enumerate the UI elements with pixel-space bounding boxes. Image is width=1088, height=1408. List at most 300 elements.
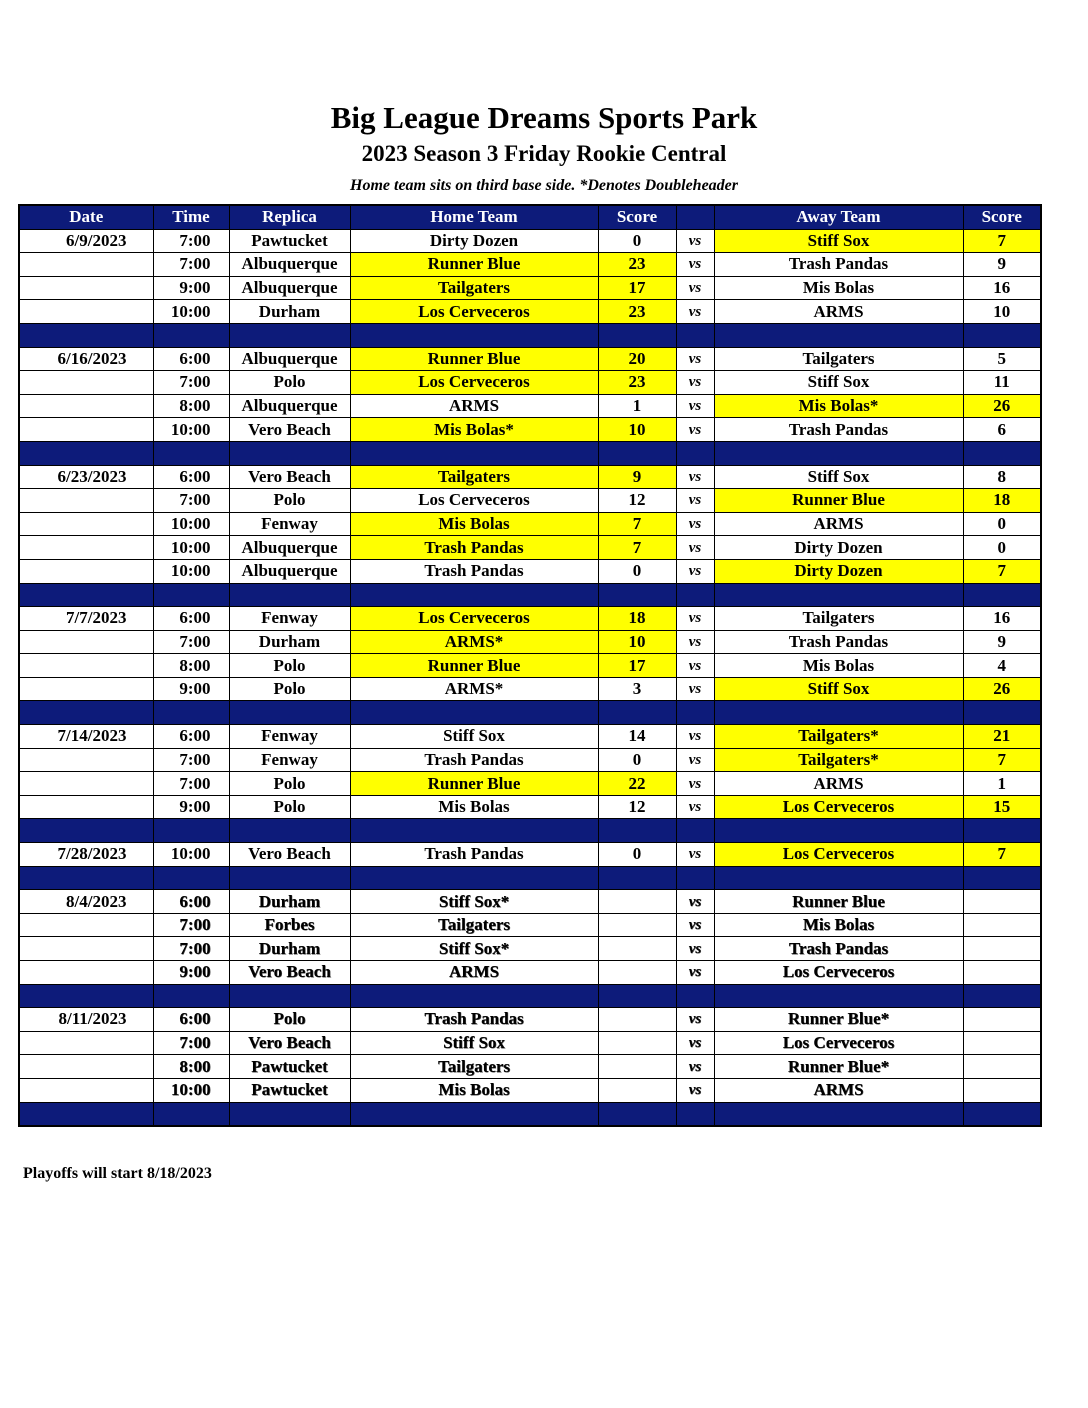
vs-label: vs xyxy=(676,276,714,300)
game-date xyxy=(19,630,153,654)
home-score xyxy=(598,1078,676,1102)
vs-label: vs xyxy=(676,371,714,395)
away-team: Trash Pandas xyxy=(714,253,963,277)
separator-cell xyxy=(19,1102,153,1126)
table-row xyxy=(19,489,1041,513)
separator-cell xyxy=(963,866,1041,890)
separator-cell xyxy=(714,984,963,1008)
vs-label: vs xyxy=(676,725,714,749)
game-date xyxy=(19,276,153,300)
game-replica: Fenway xyxy=(229,607,350,631)
away-score xyxy=(963,890,1041,914)
away-team: Runner Blue xyxy=(714,890,963,914)
home-team: Tailgaters xyxy=(350,276,598,300)
away-team: Stiff Sox xyxy=(714,229,963,253)
game-date xyxy=(19,1031,153,1055)
home-team: Runner Blue xyxy=(350,253,598,277)
game-time: 7:00 xyxy=(153,489,229,513)
separator-cell xyxy=(350,441,598,465)
home-team: Trash Pandas xyxy=(350,536,598,560)
separator-cell xyxy=(676,1102,714,1126)
col-header-vs xyxy=(676,205,714,229)
home-team: Mis Bolas xyxy=(350,512,598,536)
game-time: 6:00 xyxy=(153,725,229,749)
table-row xyxy=(19,465,1041,489)
vs-label: vs xyxy=(676,1055,714,1079)
away-score: 4 xyxy=(963,654,1041,678)
home-team: Los Cerveceros xyxy=(350,300,598,324)
separator-cell xyxy=(153,441,229,465)
home-score: 23 xyxy=(598,253,676,277)
col-header-away-score: Score xyxy=(963,205,1041,229)
away-team: Tailgaters* xyxy=(714,748,963,772)
home-team: Los Cerveceros xyxy=(350,489,598,513)
separator-cell xyxy=(598,441,676,465)
schedule-note: Home team sits on third base side. *Denotes Doubleheader xyxy=(350,177,738,194)
away-team: ARMS xyxy=(714,772,963,796)
table-row xyxy=(19,725,1041,749)
away-score: 7 xyxy=(963,229,1041,253)
home-score: 1 xyxy=(598,394,676,418)
home-team: Tailgaters xyxy=(350,1055,598,1079)
game-date xyxy=(19,394,153,418)
separator-cell xyxy=(963,701,1041,725)
away-score xyxy=(963,913,1041,937)
game-date: 7/7/2023 xyxy=(19,607,153,631)
game-replica: Polo xyxy=(229,489,350,513)
vs-label: vs xyxy=(676,795,714,819)
vs-label: vs xyxy=(676,512,714,536)
away-team: Dirty Dozen xyxy=(714,536,963,560)
table-row xyxy=(19,394,1041,418)
separator-cell xyxy=(598,866,676,890)
week-separator-row xyxy=(19,984,1041,1008)
home-score: 3 xyxy=(598,677,676,701)
table-row xyxy=(19,961,1041,985)
game-replica: Albuquerque xyxy=(229,276,350,300)
home-team: Trash Pandas xyxy=(350,1008,598,1032)
game-date: 6/16/2023 xyxy=(19,347,153,371)
vs-label: vs xyxy=(676,489,714,513)
home-score: 23 xyxy=(598,371,676,395)
table-row xyxy=(19,748,1041,772)
separator-cell xyxy=(676,984,714,1008)
game-replica: Polo xyxy=(229,371,350,395)
separator-cell xyxy=(350,701,598,725)
vs-label: vs xyxy=(676,559,714,583)
game-replica: Durham xyxy=(229,890,350,914)
game-replica: Vero Beach xyxy=(229,465,350,489)
separator-cell xyxy=(714,866,963,890)
game-replica: Vero Beach xyxy=(229,843,350,867)
home-team: Runner Blue xyxy=(350,772,598,796)
away-team: Mis Bolas xyxy=(714,654,963,678)
separator-cell xyxy=(963,583,1041,607)
separator-cell xyxy=(229,441,350,465)
game-date xyxy=(19,253,153,277)
game-replica: Durham xyxy=(229,937,350,961)
game-time: 7:00 xyxy=(153,1031,229,1055)
game-time: 6:00 xyxy=(153,1008,229,1032)
vs-label: vs xyxy=(676,772,714,796)
game-time: 9:00 xyxy=(153,795,229,819)
game-replica: Pawtucket xyxy=(229,1078,350,1102)
game-date xyxy=(19,559,153,583)
home-score: 12 xyxy=(598,489,676,513)
week-separator-row xyxy=(19,1102,1041,1126)
page-title: Big League Dreams Sports Park xyxy=(330,100,758,135)
home-score xyxy=(598,1055,676,1079)
playoffs-note: Playoffs will start 8/18/2023 xyxy=(23,1165,212,1182)
away-team: Stiff Sox xyxy=(714,677,963,701)
game-date: 6/9/2023 xyxy=(19,229,153,253)
home-team: Runner Blue xyxy=(350,347,598,371)
table-row xyxy=(19,1055,1041,1079)
col-header-replica: Replica xyxy=(229,205,350,229)
vs-label: vs xyxy=(676,654,714,678)
away-team: Tailgaters* xyxy=(714,725,963,749)
away-score: 9 xyxy=(963,630,1041,654)
col-header-date: Date xyxy=(19,205,153,229)
separator-cell xyxy=(153,819,229,843)
separator-cell xyxy=(350,583,598,607)
vs-label: vs xyxy=(676,630,714,654)
separator-cell xyxy=(229,701,350,725)
table-row xyxy=(19,371,1041,395)
separator-cell xyxy=(963,984,1041,1008)
away-team: Trash Pandas xyxy=(714,630,963,654)
vs-label: vs xyxy=(676,607,714,631)
home-team: Trash Pandas xyxy=(350,748,598,772)
away-score: 0 xyxy=(963,512,1041,536)
table-row xyxy=(19,536,1041,560)
separator-cell xyxy=(963,323,1041,347)
home-score xyxy=(598,937,676,961)
home-score: 0 xyxy=(598,748,676,772)
home-team: Stiff Sox xyxy=(350,725,598,749)
game-time: 6:00 xyxy=(153,465,229,489)
game-date: 8/11/2023 xyxy=(19,1008,153,1032)
separator-cell xyxy=(676,323,714,347)
vs-label: vs xyxy=(676,748,714,772)
vs-label: vs xyxy=(676,1008,714,1032)
game-time: 6:00 xyxy=(153,890,229,914)
separator-cell xyxy=(963,819,1041,843)
home-score xyxy=(598,1008,676,1032)
separator-cell xyxy=(676,866,714,890)
game-time: 9:00 xyxy=(153,961,229,985)
home-score: 12 xyxy=(598,795,676,819)
table-row xyxy=(19,937,1041,961)
separator-cell xyxy=(19,819,153,843)
table-row xyxy=(19,913,1041,937)
separator-cell xyxy=(598,819,676,843)
schedule-body xyxy=(19,229,1041,1126)
separator-cell xyxy=(350,866,598,890)
away-team: Mis Bolas xyxy=(714,276,963,300)
game-date xyxy=(19,961,153,985)
col-header-home-team: Home Team xyxy=(350,205,598,229)
vs-label: vs xyxy=(676,890,714,914)
page-subtitle: 2023 Season 3 Friday Rookie Central xyxy=(361,141,727,166)
vs-label: vs xyxy=(676,677,714,701)
game-date xyxy=(19,913,153,937)
game-replica: Vero Beach xyxy=(229,961,350,985)
home-score xyxy=(598,961,676,985)
separator-cell xyxy=(153,1102,229,1126)
home-team: Mis Bolas xyxy=(350,795,598,819)
separator-cell xyxy=(229,984,350,1008)
home-score: 10 xyxy=(598,630,676,654)
separator-cell xyxy=(350,984,598,1008)
vs-label: vs xyxy=(676,843,714,867)
separator-cell xyxy=(229,866,350,890)
away-score: 16 xyxy=(963,607,1041,631)
game-replica: Pawtucket xyxy=(229,1055,350,1079)
away-score: 7 xyxy=(963,843,1041,867)
vs-label: vs xyxy=(676,913,714,937)
week-separator-row xyxy=(19,866,1041,890)
away-team: Los Cerveceros xyxy=(714,843,963,867)
home-team: Los Cerveceros xyxy=(350,371,598,395)
away-score: 26 xyxy=(963,677,1041,701)
table-row xyxy=(19,418,1041,442)
away-team: Tailgaters xyxy=(714,607,963,631)
home-team: Stiff Sox* xyxy=(350,890,598,914)
separator-cell xyxy=(350,1102,598,1126)
table-row xyxy=(19,843,1041,867)
separator-cell xyxy=(714,819,963,843)
away-score: 7 xyxy=(963,748,1041,772)
game-date xyxy=(19,1078,153,1102)
game-replica: Albuquerque xyxy=(229,559,350,583)
home-team: Tailgaters xyxy=(350,913,598,937)
table-row xyxy=(19,677,1041,701)
vs-label: vs xyxy=(676,300,714,324)
table-header-row xyxy=(19,205,1041,229)
home-team: Los Cerveceros xyxy=(350,607,598,631)
game-time: 9:00 xyxy=(153,677,229,701)
table-row xyxy=(19,890,1041,914)
game-date: 7/14/2023 xyxy=(19,725,153,749)
separator-cell xyxy=(963,1102,1041,1126)
away-score: 18 xyxy=(963,489,1041,513)
game-time: 6:00 xyxy=(153,607,229,631)
away-team: Tailgaters xyxy=(714,347,963,371)
table-row xyxy=(19,300,1041,324)
separator-cell xyxy=(229,1102,350,1126)
vs-label: vs xyxy=(676,418,714,442)
game-replica: Polo xyxy=(229,1008,350,1032)
separator-cell xyxy=(676,583,714,607)
away-score: 26 xyxy=(963,394,1041,418)
game-time: 7:00 xyxy=(153,229,229,253)
week-separator-row xyxy=(19,701,1041,725)
game-replica: Durham xyxy=(229,300,350,324)
game-replica: Albuquerque xyxy=(229,347,350,371)
separator-cell xyxy=(598,701,676,725)
game-time: 7:00 xyxy=(153,748,229,772)
game-time: 7:00 xyxy=(153,937,229,961)
separator-cell xyxy=(229,819,350,843)
separator-cell xyxy=(19,583,153,607)
away-score: 11 xyxy=(963,371,1041,395)
game-date xyxy=(19,300,153,324)
away-team: ARMS xyxy=(714,1078,963,1102)
away-score: 10 xyxy=(963,300,1041,324)
away-team: Los Cerveceros xyxy=(714,1031,963,1055)
separator-cell xyxy=(153,866,229,890)
game-date xyxy=(19,748,153,772)
game-time: 8:00 xyxy=(153,394,229,418)
table-row xyxy=(19,512,1041,536)
away-team: Trash Pandas xyxy=(714,418,963,442)
game-replica: Forbes xyxy=(229,913,350,937)
vs-label: vs xyxy=(676,1031,714,1055)
game-replica: Albuquerque xyxy=(229,394,350,418)
home-team: Dirty Dozen xyxy=(350,229,598,253)
separator-cell xyxy=(598,583,676,607)
game-replica: Albuquerque xyxy=(229,536,350,560)
home-team: Stiff Sox* xyxy=(350,937,598,961)
separator-cell xyxy=(350,323,598,347)
away-team: ARMS xyxy=(714,300,963,324)
game-replica: Fenway xyxy=(229,512,350,536)
col-header-away-team: Away Team xyxy=(714,205,963,229)
home-team: ARMS* xyxy=(350,630,598,654)
game-time: 10:00 xyxy=(153,300,229,324)
separator-cell xyxy=(19,984,153,1008)
game-time: 10:00 xyxy=(153,559,229,583)
home-score: 10 xyxy=(598,418,676,442)
home-score: 0 xyxy=(598,843,676,867)
away-team: Runner Blue xyxy=(714,489,963,513)
game-date: 7/28/2023 xyxy=(19,843,153,867)
separator-cell xyxy=(19,701,153,725)
week-separator-row xyxy=(19,819,1041,843)
table-row xyxy=(19,276,1041,300)
week-separator-row xyxy=(19,323,1041,347)
vs-label: vs xyxy=(676,1078,714,1102)
separator-cell xyxy=(676,441,714,465)
game-time: 8:00 xyxy=(153,1055,229,1079)
away-team: Stiff Sox xyxy=(714,371,963,395)
away-score: 21 xyxy=(963,725,1041,749)
vs-label: vs xyxy=(676,229,714,253)
away-score: 6 xyxy=(963,418,1041,442)
away-score: 9 xyxy=(963,253,1041,277)
table-row xyxy=(19,772,1041,796)
game-time: 7:00 xyxy=(153,630,229,654)
away-score xyxy=(963,937,1041,961)
separator-cell xyxy=(350,819,598,843)
game-time: 10:00 xyxy=(153,1078,229,1102)
game-date xyxy=(19,677,153,701)
away-score xyxy=(963,961,1041,985)
away-team: Trash Pandas xyxy=(714,937,963,961)
separator-cell xyxy=(153,583,229,607)
game-time: 10:00 xyxy=(153,418,229,442)
game-replica: Fenway xyxy=(229,725,350,749)
separator-cell xyxy=(19,323,153,347)
home-score: 17 xyxy=(598,654,676,678)
col-header-home-score: Score xyxy=(598,205,676,229)
game-date xyxy=(19,795,153,819)
game-time: 7:00 xyxy=(153,371,229,395)
game-time: 6:00 xyxy=(153,347,229,371)
game-time: 7:00 xyxy=(153,772,229,796)
table-row xyxy=(19,347,1041,371)
game-date xyxy=(19,937,153,961)
home-team: Mis Bolas* xyxy=(350,418,598,442)
game-replica: Polo xyxy=(229,654,350,678)
week-separator-row xyxy=(19,441,1041,465)
away-team: Runner Blue* xyxy=(714,1008,963,1032)
game-time: 7:00 xyxy=(153,913,229,937)
game-replica: Durham xyxy=(229,630,350,654)
away-team: Runner Blue* xyxy=(714,1055,963,1079)
game-date xyxy=(19,1055,153,1079)
away-score: 0 xyxy=(963,536,1041,560)
home-team: Tailgaters xyxy=(350,465,598,489)
away-team: Dirty Dozen xyxy=(714,559,963,583)
table-row xyxy=(19,253,1041,277)
separator-cell xyxy=(963,441,1041,465)
vs-label: vs xyxy=(676,961,714,985)
home-score: 18 xyxy=(598,607,676,631)
vs-label: vs xyxy=(676,536,714,560)
home-score: 7 xyxy=(598,536,676,560)
table-row xyxy=(19,1008,1041,1032)
away-score: 5 xyxy=(963,347,1041,371)
separator-cell xyxy=(153,323,229,347)
separator-cell xyxy=(714,323,963,347)
away-team: Los Cerveceros xyxy=(714,961,963,985)
separator-cell xyxy=(598,1102,676,1126)
away-team: Stiff Sox xyxy=(714,465,963,489)
table-row xyxy=(19,795,1041,819)
separator-cell xyxy=(229,323,350,347)
vs-label: vs xyxy=(676,253,714,277)
home-score: 22 xyxy=(598,772,676,796)
table-row xyxy=(19,1078,1041,1102)
game-date xyxy=(19,371,153,395)
away-team: ARMS xyxy=(714,512,963,536)
home-score xyxy=(598,1031,676,1055)
game-date xyxy=(19,489,153,513)
game-date xyxy=(19,536,153,560)
separator-cell xyxy=(19,866,153,890)
separator-cell xyxy=(714,441,963,465)
home-team: Stiff Sox xyxy=(350,1031,598,1055)
home-team: Mis Bolas xyxy=(350,1078,598,1102)
home-team: Runner Blue xyxy=(350,654,598,678)
schedule-table xyxy=(18,204,1042,1127)
table-row xyxy=(19,654,1041,678)
home-score: 23 xyxy=(598,300,676,324)
game-date: 8/4/2023 xyxy=(19,890,153,914)
game-time: 10:00 xyxy=(153,512,229,536)
game-replica: Polo xyxy=(229,772,350,796)
table-row xyxy=(19,607,1041,631)
game-replica: Vero Beach xyxy=(229,418,350,442)
game-time: 10:00 xyxy=(153,843,229,867)
game-date xyxy=(19,512,153,536)
separator-cell xyxy=(676,701,714,725)
separator-cell xyxy=(676,819,714,843)
table-row xyxy=(19,559,1041,583)
game-date xyxy=(19,654,153,678)
